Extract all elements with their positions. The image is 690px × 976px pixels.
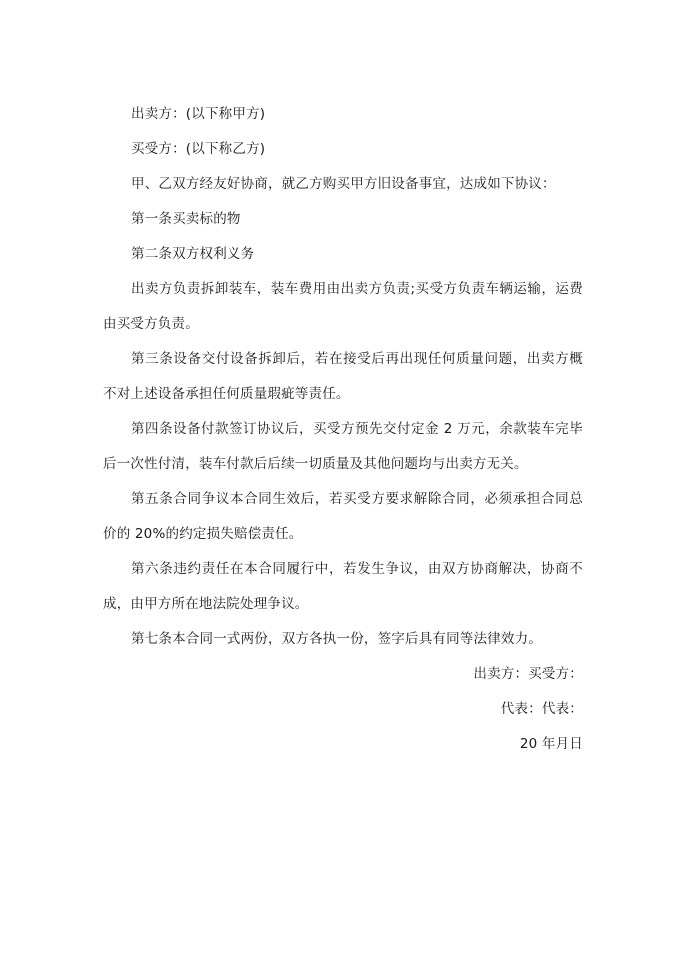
article-3: 第三条设备交付设备拆卸后，若在接受后再出现任何质量问题，出卖方概不对上述设备承担任何质量瑕疵等责任。	[103, 351, 583, 402]
article-2-body: 出卖方负责拆卸装车，装车费用由出卖方负责;买受方负责车辆运输，运费由买受方负责。	[103, 281, 583, 332]
article-4: 第四条设备付款签订协议后，买受方预先交付定金 2 万元，余款装车完毕后一次性付清，装车付款后后续一切质量及其他问题均与出卖方无关。	[103, 421, 583, 472]
article-6: 第六条违约责任在本合同履行中，若发生争议，由双方协商解决，协商不成，由甲方所在地法院处理争议。	[103, 561, 583, 612]
seller-line: 出卖方：(以下称甲方)	[131, 106, 266, 122]
intro-paragraph: 甲、乙双方经友好协商，就乙方购买甲方旧设备事宜，达成如下协议：	[131, 176, 556, 192]
buyer-line: 买受方：(以下称乙方)	[131, 141, 266, 157]
article-5: 第五条合同争议本合同生效后，若买受方要求解除合同，必须承担合同总价的 20%的约定损失赔偿责任。	[103, 491, 583, 542]
contract-body	[103, 97, 583, 762]
article-1-heading: 第一条买卖标的物	[131, 211, 241, 227]
signature-date: 20 年月日	[519, 736, 583, 752]
article-7: 第七条本合同一式两份，双方各执一份，签字后具有同等法律效力。	[131, 631, 542, 647]
article-2-heading: 第二条双方权利义务	[131, 246, 255, 262]
signature-parties: 出卖方：买受方：	[473, 666, 583, 682]
signature-representatives: 代表：代表：	[500, 701, 583, 717]
